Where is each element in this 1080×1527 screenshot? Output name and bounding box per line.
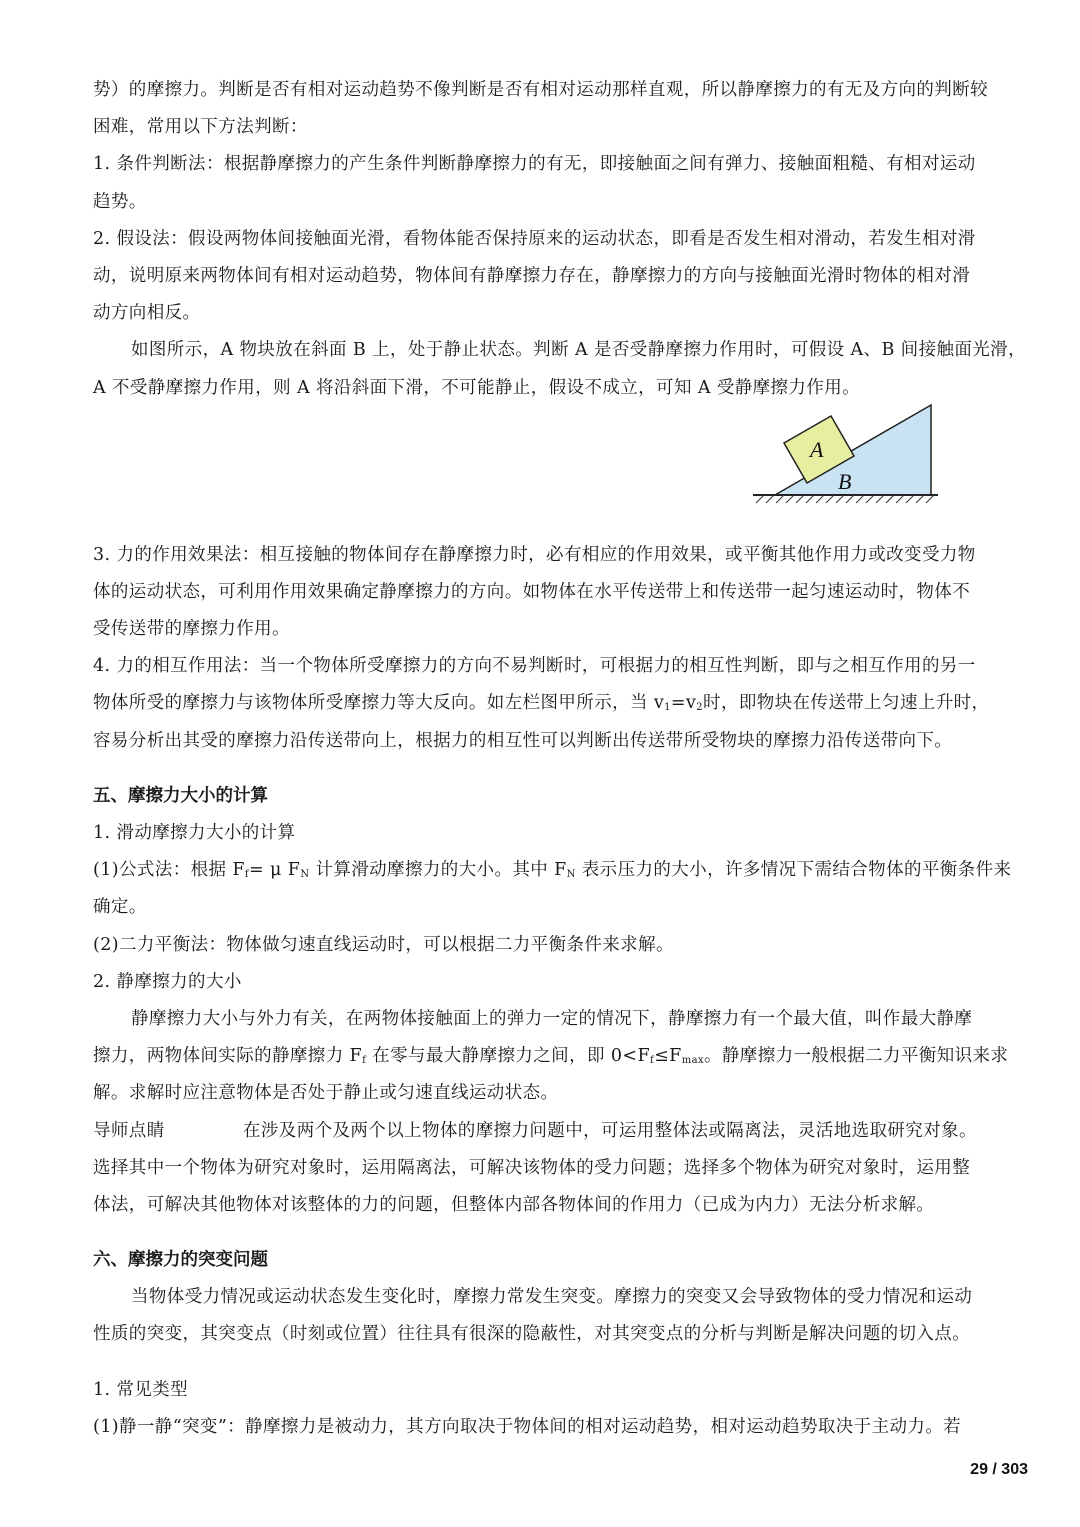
method-4-line: 容易分析出其受的摩擦力沿传送带向上，根据力的相互性可以判断出传送带所受物块的摩擦力沿传送带向下。 [93, 730, 953, 751]
section-6-line: 当物体受力情况或运动状态发生变化时，摩擦力常发生突变。摩擦力的突变又会导致物体的受力情况和运动 [131, 1287, 973, 1308]
incline-figure [93, 407, 1033, 537]
section-6-line: 性质的突变，其突变点（时刻或位置）往往具有很深的隐蔽性，对其突变点的分析与判断是解决问题的切入点。 [93, 1324, 971, 1345]
method-1-line: 趋势。 [93, 191, 147, 212]
incline-diagram [753, 399, 938, 511]
page-number: 29 / 303 [970, 1461, 1028, 1478]
method-4-line: 4. 力的相互作用法：当一个物体所受摩擦力的方向不易判断时，可根据力的相互性判断，即与之相互作用的另一 [93, 656, 976, 677]
method-3-line: 体的运动状态，可利用作用效果确定静摩擦力的方向。如物体在水平传送带上和传送带一起匀速运动时，物体不 [93, 581, 971, 602]
section-6-title: 六、摩擦力的突变问题 [93, 1250, 268, 1271]
method-3-line: 受传送带的摩擦力作用。 [93, 619, 290, 640]
text-line: 困难，常用以下方法判断： [93, 117, 308, 138]
balance-line: (2)二力平衡法：物体做匀速直线运动时，可以根据二力平衡条件来求解。 [93, 934, 674, 955]
example-line: A 不受静摩擦力作用，则 A 将沿斜面下滑，不可能静止，假设不成立，可知 A 受静摩擦力作用。 [93, 377, 861, 398]
method-2-line: 2. 假设法：假设两物体间接触面光滑，看物体能否保持原来的运动状态，即看是否发生相对滑动，若发生相对滑 [93, 228, 976, 249]
static-friction-line: 静摩擦力大小与外力有关，在两物体接触面上的弹力一定的情况下，静摩擦力有一个最大值，叫作最大静摩 [131, 1008, 973, 1029]
formula-line: (1)公式法：根据 $F_f= \mu$ $F_N$ 计算滑动摩擦力的大小。其中 $F_N$ 表示压力的大小，许多情况下需结合物体的平衡条件来 [93, 860, 1012, 881]
tutor-note-line: 导师点睛 在涉及两个及两个以上物体的摩擦力问题中，可运用整体法或隔离法，灵活地选取研究对象。 [93, 1113, 1033, 1150]
label-b: B [838, 468, 852, 494]
tutor-note-line: 体法，可解决其他物体对该整体的力的问题，但整体内部各物体间的作用力（已成为内力）无法分析求解。 [93, 1194, 935, 1215]
section-5-title: 五、摩擦力大小的计算 [93, 785, 268, 806]
subsection-title: 2. 静摩擦力的大小 [93, 971, 242, 992]
example-line: 如图所示，A 物块放在斜面 B 上，处于静止状态。判断 A 是否受静摩擦力作用时，可假设 A、B 间接触面光滑， [131, 340, 1026, 361]
static-friction-line: 解。求解时应注意物体是否处于静止或匀速直线运动状态。 [93, 1083, 559, 1104]
formula-line: 确定。 [93, 897, 147, 918]
tutor-note-line: 选择其中一个物体为研究对象时，运用隔离法，可解决该物体的受力问题；选择多个物体为研究对象时，运用整 [93, 1157, 971, 1178]
ground-hatch [756, 495, 934, 503]
label-a: A [810, 436, 824, 462]
method-4-line: 物体所受的摩擦力与该物体所受摩擦力等大反向。如左栏图甲所示，当 $v_1=v_2$时，即物块在传送带上匀速上升时， [93, 693, 990, 714]
method-3-line: 3. 力的作用效果法：相互接触的物体间存在静摩擦力时，必有相应的作用效果，或平衡其他作用力或改变受力物 [93, 544, 976, 565]
method-2-line: 动方向相反。 [93, 303, 201, 324]
static-friction-line: 擦力，两物体间实际的静摩擦力 $F_f$ 在零与最大静摩擦力之间，即 $0<F_f\le F_{max}$。静摩擦力一般根据二力平衡知识来求 [93, 1046, 1009, 1067]
type-line: (1)静一静“突变”：静摩擦力是被动力，其方向取决于物体间的相对运动趋势，相对运动趋势取决于主动力。若 [93, 1416, 962, 1437]
tutor-note-label: 导师点睛 [93, 1120, 165, 1141]
text-line: 势）的摩擦力。判断是否有相对运动趋势不像判断是否有相对运动那样直观，所以静摩擦力的有无及方向的判断较 [93, 80, 988, 100]
method-2-line: 动，说明原来两物体间有相对运动趋势，物体间有静摩擦力存在，静摩擦力的方向与接触面光滑时物体的相对滑 [93, 265, 971, 286]
subsection-title: 1. 常见类型 [93, 1379, 189, 1400]
subsection-title: 1. 滑动摩擦力大小的计算 [93, 823, 296, 843]
document-page [93, 72, 1033, 1446]
method-1-line: 1. 条件判断法：根据静摩擦力的产生条件判断静摩擦力的有无，即接触面之间有弹力、接触面粗糙、有相对运动 [93, 154, 976, 175]
